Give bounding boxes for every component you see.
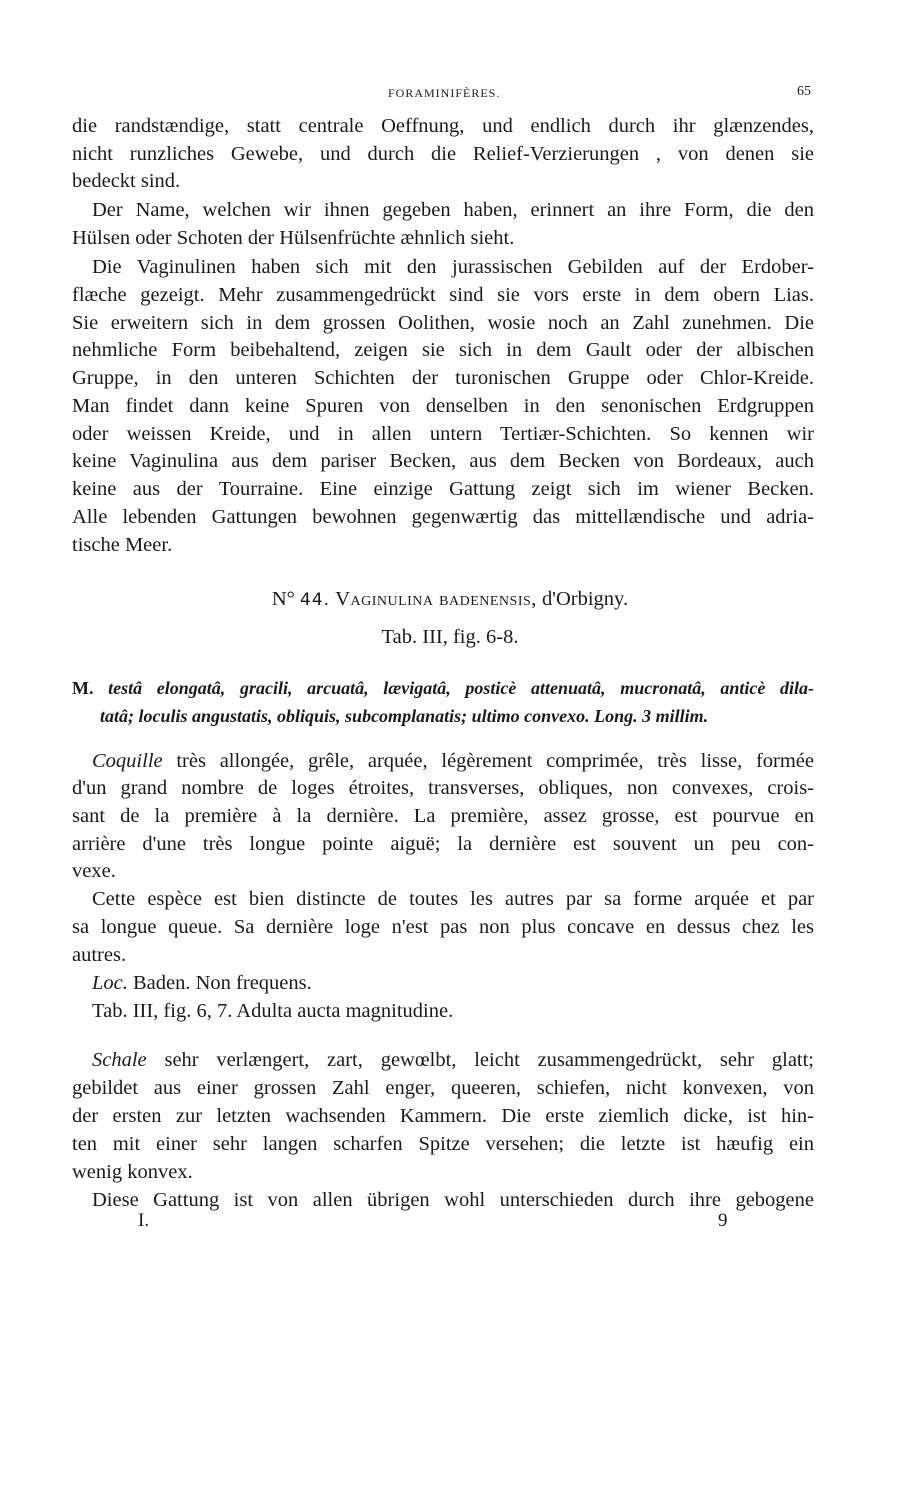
species-author: d'Orbigny. [542, 588, 629, 610]
text-line: sa longue queue. Sa dernière loge n'est pas non plus concave en dessus chez les [72, 916, 814, 938]
text-line: keine Vaginulina aus dem pariser Becken, aus dem Becken von Bordeaux, auch [72, 450, 814, 472]
text-line: Alle lebenden Gattungen bewohnen gegenwærtig das mittellændische und adria- [72, 506, 814, 528]
italic-lead-word: Schale [92, 1049, 147, 1071]
volume-mark: I. [138, 1210, 150, 1231]
text-line: tische Meer. [72, 534, 173, 556]
text-line: Hülsen oder Schoten der Hülsenfrüchte æhnlich sieht. [72, 227, 515, 249]
species-number: 44. [300, 590, 331, 610]
text-line: Diese Gattung ist von allen übrigen wohl unterschieden durch ihre gebogene [92, 1189, 814, 1211]
diagnosis-lead: M. [72, 678, 94, 698]
text-line: Coquille très allongée, grêle, arquée, légèrement comprimée, très lisse, formée [92, 750, 814, 772]
text-line: wenig konvex. [72, 1161, 193, 1183]
diagnosis-text: tatâ; loculis angustatis, obliquis, subcomplanatis; ultimo convexo. Long. 3 millim. [100, 706, 709, 726]
text-line: bedeckt sind. [72, 170, 181, 192]
text-line: gebildet aus einer grossen Zahl enger, queeren, schiefen, nicht konvexen, von [72, 1077, 814, 1099]
signature-mark: 9 [718, 1210, 728, 1231]
text-line: Die Vaginulinen haben sich mit den jurassischen Gebilden auf der Erdober- [92, 256, 814, 278]
text-line: nehmliche Form beibehaltend, zeigen sie sich in dem Gault oder der albischen [72, 339, 814, 361]
text-line: vexe. [72, 860, 116, 882]
text-line: Loc. Baden. Non frequens. [92, 972, 312, 994]
text-line: d'un grand nombre de loges étroites, transverses, obliques, non convexes, crois- [72, 777, 814, 799]
diagnosis-text: testâ elongatâ, gracili, arcuatâ, lævigatâ, posticè attenuatâ, mucronatâ, anticè dila- [108, 678, 815, 698]
diagnosis-line [72, 678, 814, 699]
species-name: Vaginulina badenensis, [335, 588, 537, 610]
text-line: oder weissen Kreide, und in allen untern Tertiær-Schichten. So kennen wir [72, 423, 814, 445]
text-line: die randstændige, statt centrale Oeffnung, und endlich durch ihr glænzendes, [72, 115, 814, 137]
text-line: keine aus der Tourraine. Eine einzige Gattung zeigt sich im wiener Becken. [72, 478, 814, 500]
italic-lead-word: Coquille [92, 750, 163, 772]
running-header-title: FORAMINIFÈRES. [388, 86, 501, 100]
species-heading [0, 588, 900, 611]
text-line: Sie erweitern sich in dem grossen Oolithen, wosie noch an Zahl zunehmen. Die [72, 312, 814, 334]
species-number-prefix: N° [271, 588, 295, 610]
text-line: autres. [72, 944, 127, 966]
italic-lead-word: Loc. [92, 972, 128, 994]
text-line: Man findet dann keine Spuren von denselben in den senonischen Erdgruppen [72, 395, 814, 417]
text-line: Cette espèce est bien distincte de toutes les autres par sa forme arquée et par [92, 888, 814, 910]
plate-reference: Tab. III, fig. 6-8. [381, 626, 519, 648]
page-number: 65 [797, 84, 811, 99]
text-line: nicht runzliches Gewebe, und durch die Relief-Verzierungen , von denen sie [72, 143, 814, 165]
text-line: sant de la première à la dernière. La première, assez grosse, est pourvue en [72, 805, 814, 827]
text-line: der ersten zur letzten wachsenden Kammern. Die erste ziemlich dicke, ist hin- [72, 1105, 814, 1127]
text-line: Gruppe, in den unteren Schichten der turonischen Gruppe oder Chlor-Kreide. [72, 367, 814, 389]
text-line: Der Name, welchen wir ihnen gegeben haben, erinnert an ihre Form, die den [92, 199, 814, 221]
diagnosis-line [100, 706, 788, 727]
text-line: flæche gezeigt. Mehr zusammengedrückt sind sie vors erste in dem obern Lias. [72, 284, 814, 306]
text-line: Tab. III, fig. 6, 7. Adulta aucta magnitudine. [92, 1000, 454, 1022]
text-line: arrière d'une très longue pointe aiguë; la dernière est souvent un peu con- [72, 833, 814, 855]
text-line: Schale sehr verlængert, zart, gewœlbt, leicht zusammengedrückt, sehr glatt; [92, 1049, 814, 1071]
text-line: ten mit einer sehr langen scharfen Spitze versehen; die letzte ist hæufig ein [72, 1133, 814, 1155]
